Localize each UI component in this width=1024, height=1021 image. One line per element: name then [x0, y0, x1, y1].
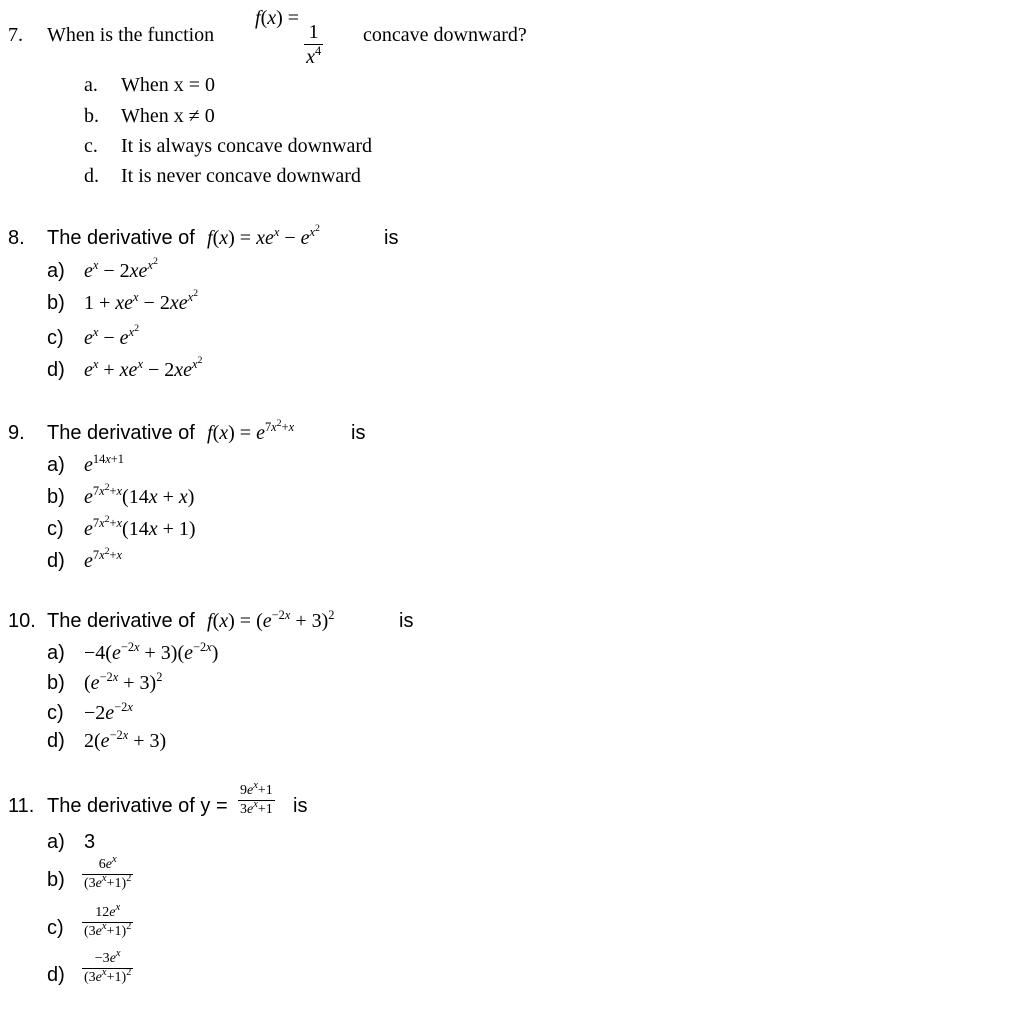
option-b-text: When x ≠ 0 — [121, 105, 215, 127]
option-letter: a) — [47, 454, 65, 476]
question-number: 11. — [8, 795, 35, 817]
function-formula: f(x) = $\frac{1}{x^4}$ — [255, 7, 322, 68]
option-d-formula: $e^{7x^2+x}$ — [84, 546, 123, 572]
option-letter: d) — [47, 550, 65, 572]
question-prompt-end: is — [399, 610, 414, 632]
option-letter: b. — [84, 105, 99, 127]
option-letter: b) — [47, 869, 65, 891]
option-letter: d) — [47, 359, 65, 381]
option-letter: c) — [47, 702, 64, 724]
option-a-formula: $e^x - 2xe^{x^2}$ — [84, 256, 158, 282]
question-prompt: The derivative of y = — [47, 795, 228, 817]
function-formula: $f(x) = e^{7x^2+x}$ — [207, 418, 295, 444]
option-b-formula: $\frac{6e^x}{(3e^x+1)^2}$ — [84, 853, 132, 891]
option-letter: a) — [47, 831, 65, 853]
option-letter: d) — [47, 730, 65, 752]
option-b-formula: $e^{7x^2+x}(14x + x)$ — [84, 482, 195, 508]
function-formula: $f(x) = xe^x - e^{x^2}$ — [207, 223, 320, 249]
option-d-formula: $2(e^{-2x} + 3)$ — [84, 728, 167, 752]
question-prompt: The derivative of — [47, 610, 195, 632]
question-number: 10. — [8, 610, 36, 632]
option-a-text: When x = 0 — [121, 74, 216, 96]
option-a-formula: $e^{14x+1}$ — [84, 452, 124, 476]
option-letter: c. — [84, 135, 98, 157]
option-d-formula: $e^x + xe^x - 2xe^{x^2}$ — [84, 355, 203, 381]
option-c-formula: $e^{7x^2+x}(14x + 1)$ — [84, 514, 196, 540]
option-a-formula: $-4(e^{-2x} + 3)(e^{-2x})$ — [84, 640, 219, 664]
option-c-formula: $e^x - e^{x^2}$ — [84, 323, 140, 349]
question-prompt-end: is — [351, 422, 366, 444]
function-formula: $f(x) = (e^{-2x} + 3)^2$ — [207, 608, 335, 632]
question-prompt: The derivative of — [47, 227, 195, 249]
option-letter: a) — [47, 642, 65, 664]
question-number: 8. — [8, 227, 25, 249]
option-a-text: 3 — [84, 831, 96, 853]
option-letter: c) — [47, 327, 64, 349]
option-letter: b) — [47, 292, 65, 314]
question-number: 9. — [8, 422, 25, 444]
question-prompt: When is the function — [47, 24, 215, 46]
option-b-formula: $(e^{-2x} + 3)^2$ — [84, 670, 163, 694]
option-letter: d. — [84, 165, 99, 187]
option-c-formula: $-2e^{-2x}$ — [84, 700, 133, 724]
option-letter: b) — [47, 486, 65, 508]
option-d-formula: $\frac{-3e^x}{(3e^x+1)^2}$ — [84, 947, 132, 985]
function-formula: $\frac{9e^x+1}{3e^x+1}$ — [240, 779, 273, 817]
question-prompt-end: concave downward? — [363, 24, 527, 46]
option-letter: c) — [47, 518, 64, 540]
option-letter: c) — [47, 917, 64, 939]
option-letter: d) — [47, 964, 65, 986]
question-prompt-end: is — [384, 227, 399, 249]
option-b-formula: $1 + xe^x - 2xe^{x^2}$ — [84, 288, 199, 314]
option-letter: a. — [84, 74, 98, 96]
question-prompt-end: is — [293, 795, 308, 817]
option-letter: a) — [47, 260, 65, 282]
option-letter: b) — [47, 672, 65, 694]
question-prompt: The derivative of — [47, 422, 195, 444]
option-d-text: It is never concave downward — [121, 165, 361, 187]
question-number: 7. — [8, 24, 23, 46]
option-c-text: It is always concave downward — [121, 135, 373, 157]
option-c-formula: $\frac{12e^x}{(3e^x+1)^2}$ — [84, 901, 132, 939]
